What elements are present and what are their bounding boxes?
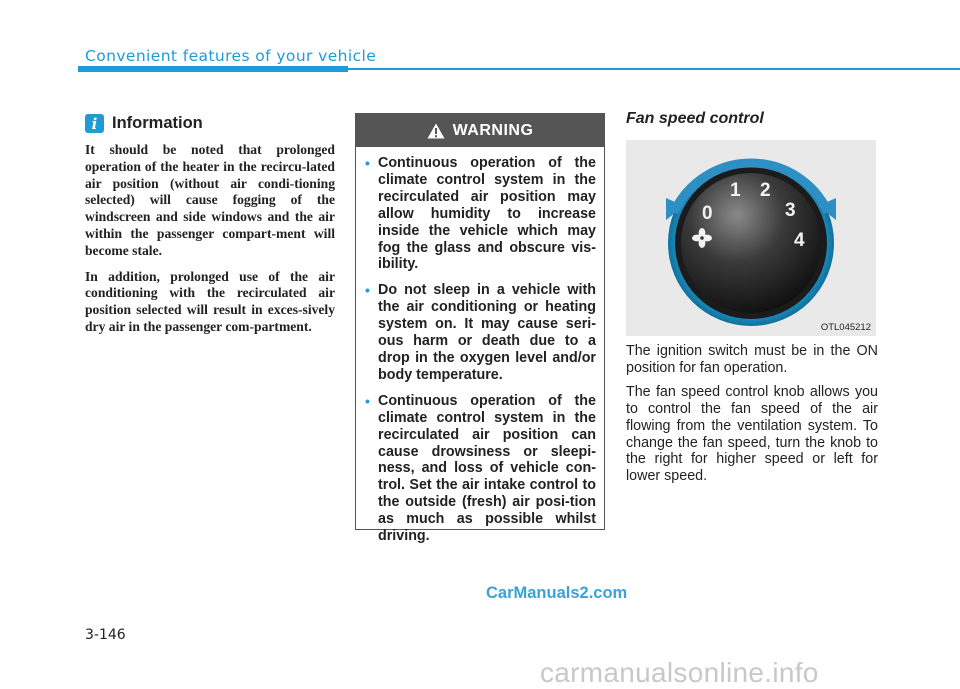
fan-knob-illustration bbox=[626, 140, 876, 336]
section-title: Convenient features of your vehicle bbox=[85, 47, 377, 65]
page-number: 3-146 bbox=[85, 627, 126, 643]
knob-label-2: 2 bbox=[760, 180, 771, 201]
warning-item bbox=[365, 155, 596, 273]
warning-title: WARNING bbox=[452, 121, 534, 139]
fan-speed-body bbox=[626, 343, 878, 492]
bullet-icon: • bbox=[365, 282, 370, 299]
knob-label-1: 1 bbox=[730, 180, 741, 201]
fan-speed-paragraph: The ignition switch must be in the ON position for fan operation. bbox=[626, 343, 878, 376]
warning-item-text: Continuous operation of the climate control system in the recirculated air position can cause drowsiness or sleepi-ness, and loss of vehicle con-trol. Set the air intake control to the outside (fresh) air posi-tion as much as possible whilst driving. bbox=[378, 392, 596, 545]
warning-header bbox=[356, 114, 604, 147]
figure-code: OTL045212 bbox=[820, 322, 871, 333]
information-heading bbox=[85, 114, 203, 133]
warning-list bbox=[356, 147, 604, 545]
fan-speed-title: Fan speed control bbox=[626, 110, 764, 127]
warning-item-text: Continuous operation of the climate control system in the recirculated air position may allow humidity to increase inside the vehicle which may fog the glass and obscure vis-ibility. bbox=[378, 155, 596, 273]
bullet-icon: • bbox=[365, 155, 370, 171]
information-paragraph: In addition, prolonged use of the air conditioning with the recirculated air position selected will result in exces-sively dry air in the passenger com-partment. bbox=[85, 268, 335, 334]
fan-knob-figure bbox=[626, 140, 876, 336]
knob-label-0: 0 bbox=[702, 203, 713, 224]
header-accent-bar bbox=[78, 66, 348, 72]
warning-item bbox=[365, 393, 596, 545]
warning-item-text: Do not sleep in a vehicle with the air conditioning or heating system on. It may cause seri-ous harm or death due to a drop in the oxygen level and/or body temperature. bbox=[378, 282, 596, 383]
knob-label-3: 3 bbox=[785, 200, 796, 221]
warning-triangle-icon bbox=[427, 123, 445, 139]
bullet-icon: • bbox=[365, 392, 370, 409]
information-paragraph: It should be noted that prolonged operation of the heater in the recircu-lated air position (without air condi-tioning selected) will cause fogging of the windscreen and side windows and the air within the passenger compart-ment will become stale. bbox=[85, 142, 335, 258]
site-watermark: carmanualsonline.info bbox=[540, 657, 819, 688]
header-rule bbox=[348, 68, 960, 70]
fan-speed-paragraph: The fan speed control knob allows you to control the fan speed of the air flowing from the ventilation system. To change the fan speed, turn the knob to the right for higher speed or left for lower speed. bbox=[626, 383, 878, 485]
warning-item bbox=[365, 282, 596, 383]
information-icon: i bbox=[85, 114, 104, 133]
warning-box bbox=[355, 113, 605, 545]
knob-label-4: 4 bbox=[794, 230, 805, 251]
carmanuals-watermark: CarManuals2.com bbox=[486, 584, 628, 602]
information-body bbox=[85, 142, 335, 345]
information-title: Information bbox=[112, 114, 203, 132]
